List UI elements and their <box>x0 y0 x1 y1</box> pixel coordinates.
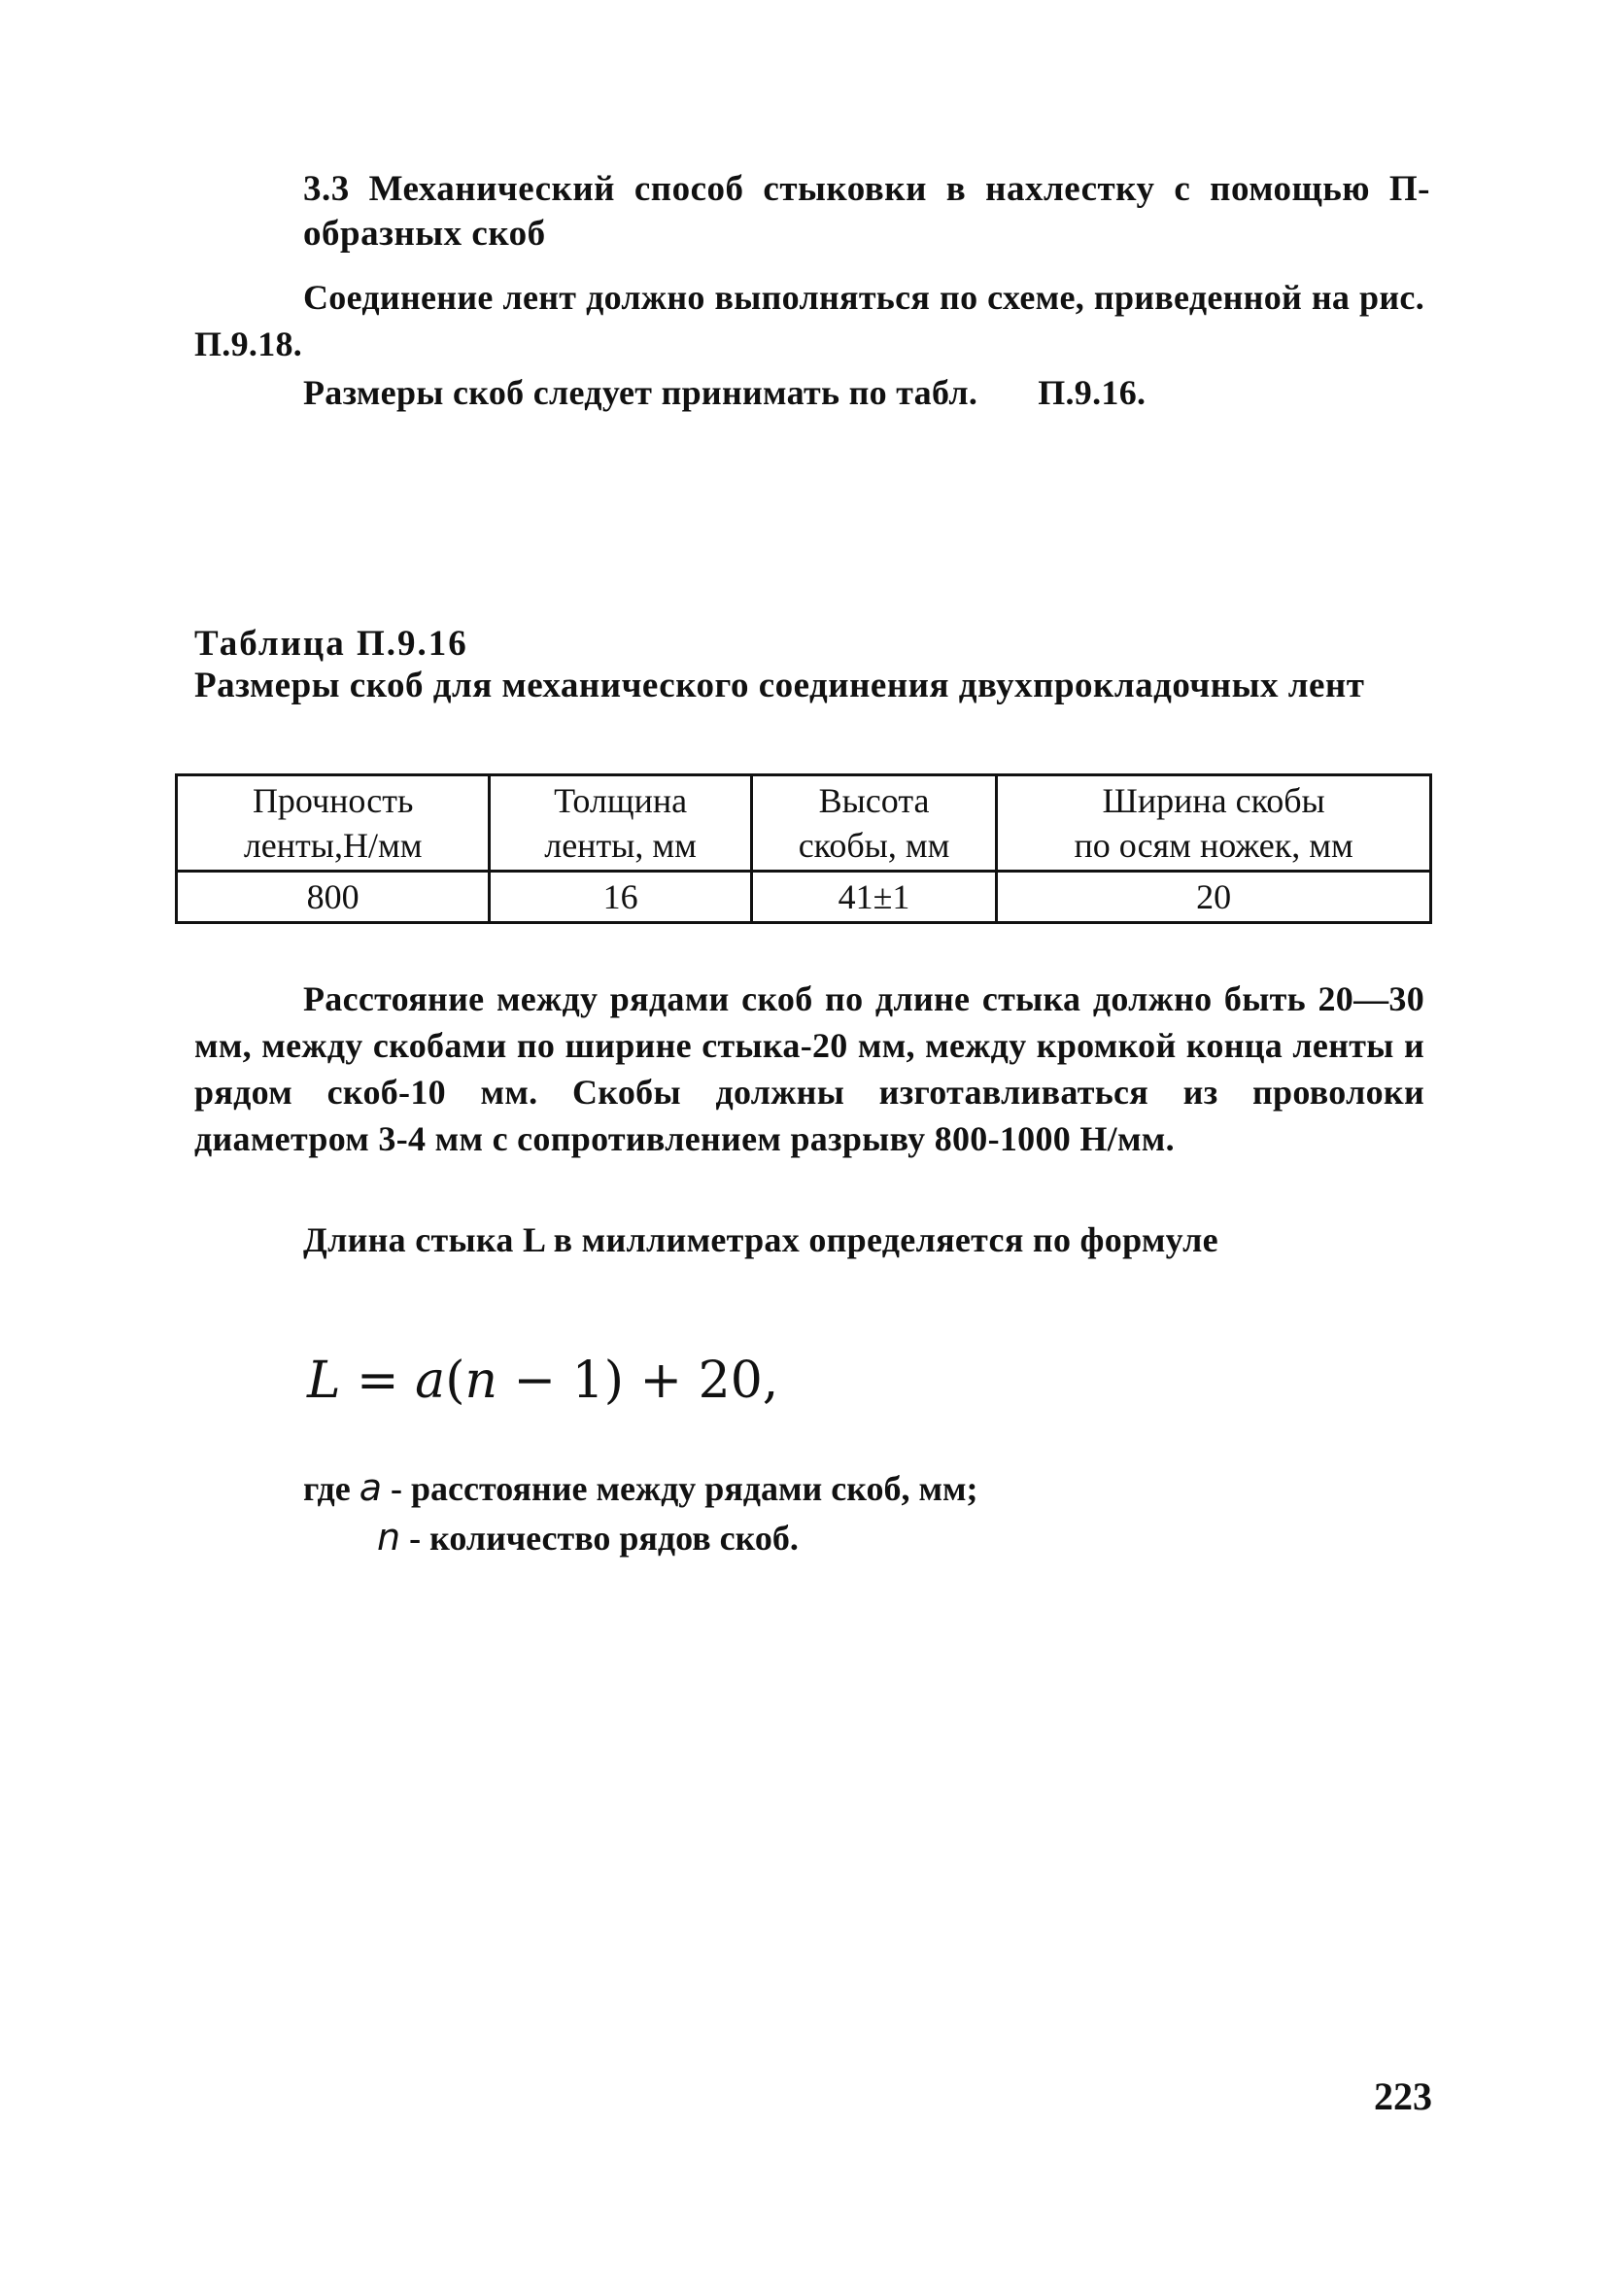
formula-n: n <box>464 1352 497 1410</box>
table-title: Таблица П.9.16 <box>194 624 468 664</box>
column-header-strength: Прочность ленты,Н/мм <box>177 775 490 872</box>
table-cell: 800 <box>177 872 490 923</box>
formula-a: a <box>415 1352 446 1410</box>
legend-desc-n: - количество рядов скоб. <box>409 1519 799 1558</box>
legend-prefix: где <box>303 1469 351 1508</box>
legend-symbol-n: n <box>377 1516 401 1559</box>
table-cell: 41±1 <box>751 872 996 923</box>
column-header-width: Ширина скобы по осям ножек, мм <box>997 775 1431 872</box>
paragraph-connection-scheme: Соединение лент должно выполняться по схеме, приведенной на рис. П.9.18. <box>194 278 1424 363</box>
table-cell: 20 <box>997 872 1431 923</box>
legend-line-n <box>303 1513 1372 1562</box>
paragraph-joint-length: Длина стыка L в миллиметрах определяется по формуле <box>303 1220 1218 1259</box>
section-heading: 3.3 Механический способ стыковки в нахлестку с помощью П-образных скоб <box>303 169 1430 254</box>
joint-length-formula <box>307 1347 778 1415</box>
column-header-height: Высота скобы, мм <box>751 775 996 872</box>
formula-legend <box>303 1463 1372 1562</box>
legend-symbol-a: a <box>359 1466 383 1509</box>
table-header-row <box>177 775 1431 872</box>
paragraph-dimensions-reference <box>303 369 1372 416</box>
table-row <box>177 872 1431 923</box>
paragraph-dimensions-text: Размеры скоб следует принимать по табл. <box>303 373 978 412</box>
formula-open-paren: ( <box>445 1352 465 1410</box>
table-cell: 16 <box>490 872 751 923</box>
legend-line-a <box>303 1463 1372 1513</box>
paragraph-staple-spacing: Расстояние между рядами скоб по длине стыка должно быть 20—30 мм, между скобами по ширине стыка-20 мм, между кромкой конца ленты и рядом скоб-10 мм. Скобы должны изготавливаться из проволоки диаметром 3-4 мм с сопротивлением разрыву 800-1000 Н/мм. <box>194 979 1424 1158</box>
table-caption: Размеры скоб для механического соединения двухпрокладочных лент <box>194 666 1365 705</box>
formula-rest: − 1) + 20, <box>496 1352 779 1410</box>
column-header-thickness: Толщина ленты, мм <box>490 775 751 872</box>
staple-dimensions-table <box>175 773 1432 924</box>
legend-desc-a: - расстояние между рядами скоб, мм; <box>391 1469 978 1508</box>
page-number: 223 <box>1374 2074 1432 2118</box>
formula-l: L <box>307 1352 341 1410</box>
formula-equals: = <box>340 1352 416 1410</box>
table-reference: П.9.16. <box>1038 373 1147 412</box>
